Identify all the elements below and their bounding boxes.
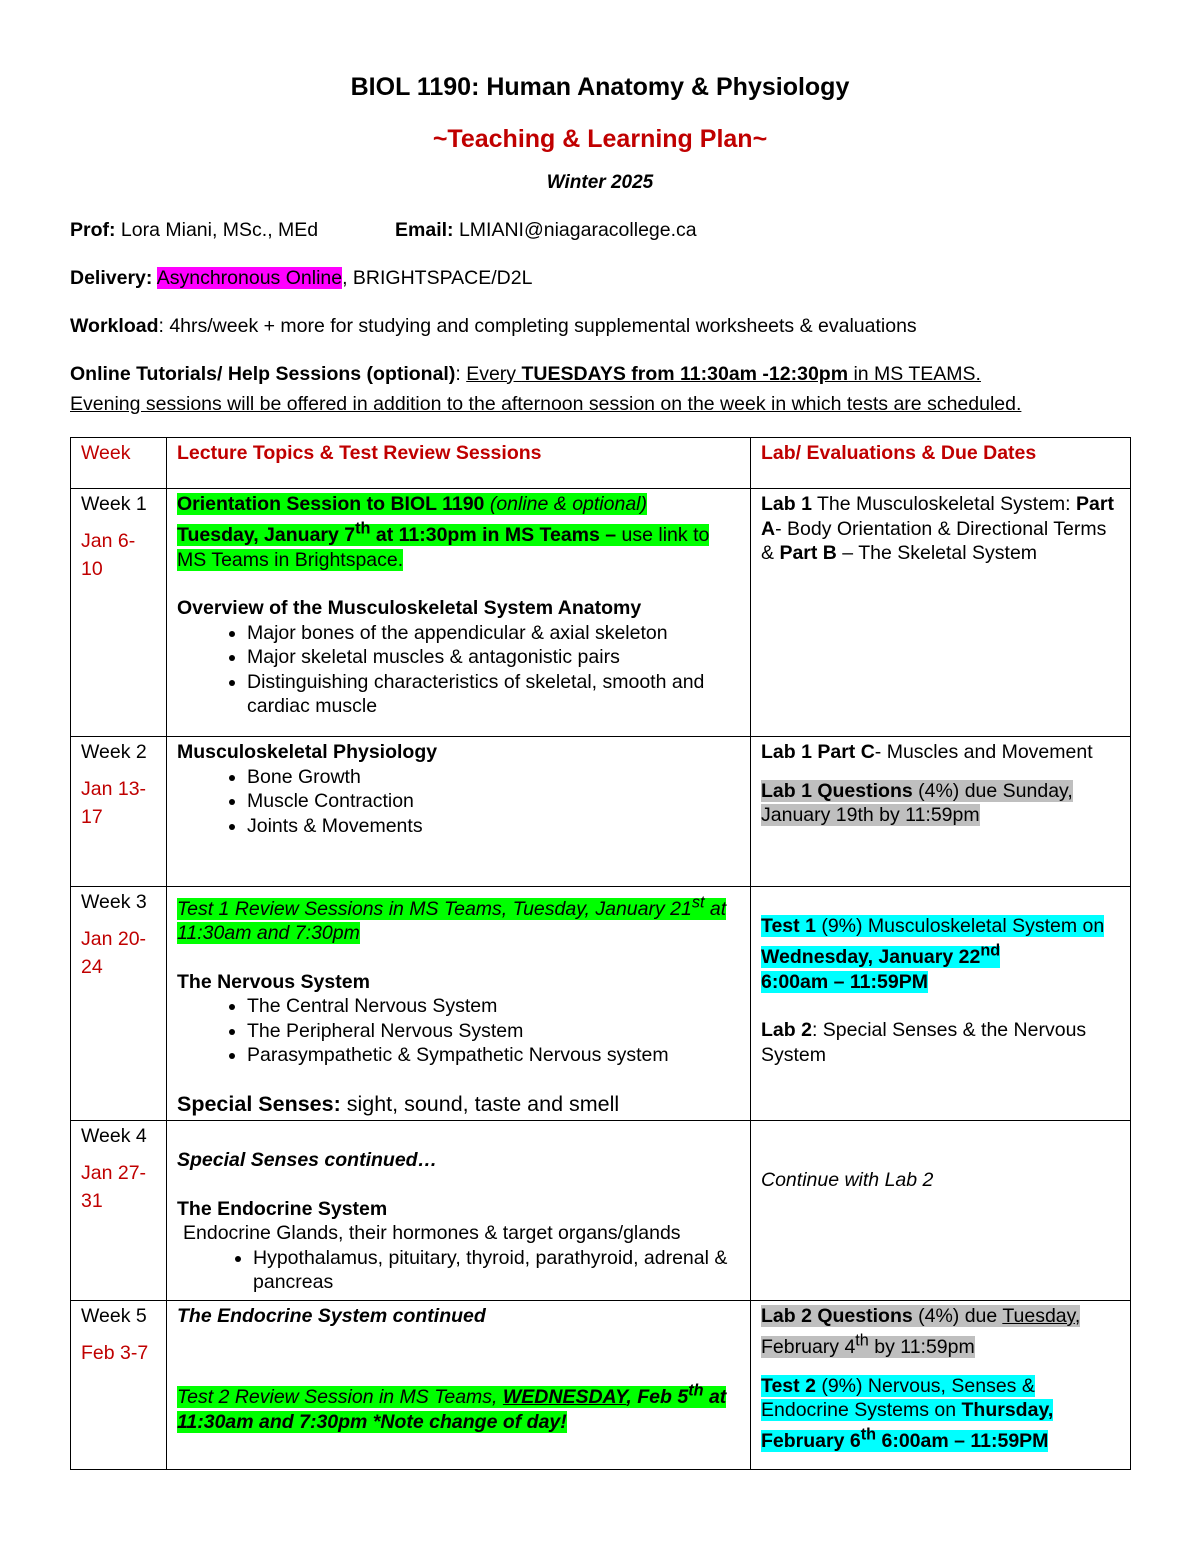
- review-text: Test 1 Review Sessions in MS Teams, Tuesday, January 21: [177, 897, 692, 920]
- email-label: Email:: [395, 219, 454, 241]
- list-item: • Distinguishing characteristics of skeletal, smooth and cardiac muscle: [247, 670, 742, 719]
- orientation-sup: th: [355, 519, 371, 538]
- lab-part-a-text: - Body Orientation & Directional Terms &: [761, 517, 1107, 564]
- lab-entry: [761, 1018, 1122, 1067]
- review-time: at 11:30am and 7:30pm: [177, 897, 727, 944]
- review-sup: st: [691, 893, 705, 911]
- test-text: (9%) Nervous, Senses & Endocrine Systems on: [761, 1374, 1035, 1421]
- orientation-link-note: use link to MS Teams in Brightspace.: [177, 524, 710, 571]
- lab-label: Lab 1: [761, 493, 812, 515]
- lab-questions-text: (4%) due: [912, 1305, 1003, 1327]
- list-item: • The Peripheral Nervous System: [247, 1019, 742, 1044]
- schedule-table: [70, 437, 1131, 1470]
- topic-list: [177, 621, 742, 719]
- lab-label: Lab 2: [761, 1019, 812, 1041]
- header-week: Week: [81, 442, 131, 464]
- list-item: • The Central Nervous System: [247, 994, 742, 1019]
- delivery-label: Delivery:: [70, 267, 153, 289]
- review-sup: th: [688, 1381, 704, 1400]
- lab-part-b-text: – The Skeletal System: [836, 542, 1038, 564]
- list-item: • Hypothalamus, pituitary, thyroid, parathyroid, adrenal & pancreas: [253, 1246, 742, 1295]
- topic-heading: Overview of the Musculoskeletal System Anatomy: [177, 597, 642, 619]
- orientation-time-b: at 11:30pm in MS Teams –: [370, 524, 622, 546]
- review-date: , Feb 5: [626, 1386, 689, 1408]
- list-item: • Joints & Movements: [247, 814, 742, 839]
- week-label: Week 2: [81, 741, 147, 763]
- test-label: Test 1: [761, 915, 816, 937]
- email-line: [395, 218, 697, 242]
- topic-list: [177, 994, 742, 1068]
- lab-label: Lab 1 Part C: [761, 741, 875, 763]
- prof-label: Prof:: [70, 219, 116, 241]
- workload-label: Workload: [70, 315, 159, 337]
- lab-questions-label: Lab 2 Questions: [761, 1305, 913, 1327]
- orientation-time: Tuesday, January 7: [177, 524, 356, 546]
- prof-line: [70, 218, 318, 242]
- lab-questions-time: by 11:59pm: [868, 1336, 975, 1358]
- week-dates: Feb 3-7: [81, 1341, 149, 1364]
- delivery-line: [70, 266, 532, 290]
- lab-questions-sup: th: [855, 1331, 869, 1350]
- orientation-note: (online & optional): [484, 493, 648, 515]
- lab-questions-label: Lab 1 Questions: [761, 779, 913, 802]
- topic-heading: The Endocrine System: [177, 1197, 388, 1220]
- week-label: Week 3: [81, 891, 147, 913]
- lab-questions-day: Tuesday,: [1002, 1305, 1081, 1327]
- page-subtitle: ~Teaching & Learning Plan~: [432, 125, 768, 153]
- continued-note: Special Senses continued…: [177, 1149, 438, 1171]
- page-title: BIOL 1190: Human Anatomy & Physiology: [350, 73, 850, 101]
- test-sup: th: [860, 1425, 877, 1444]
- topic-list: [177, 1246, 742, 1295]
- tutorials-where: in MS TEAMS.: [848, 363, 981, 385]
- lab-title: The Musculoskeletal System:: [811, 493, 1077, 515]
- table-row: [71, 737, 1131, 887]
- review-text: Test 2 Review Session in MS Teams,: [177, 1386, 503, 1408]
- lab-part-b: Part B: [779, 542, 837, 564]
- test-review-session: [177, 890, 742, 946]
- header-lecture: Lecture Topics & Test Review Sessions: [177, 442, 542, 464]
- week-dates: Jan 13- 17: [81, 777, 147, 828]
- tutorials-when: TUESDAYS from 11:30am -12:30pm: [521, 363, 849, 385]
- topic-list: [177, 765, 742, 839]
- table-row: [71, 489, 1131, 737]
- test-entry: [761, 1374, 1122, 1454]
- tutorials-every: Every: [466, 363, 522, 385]
- test-date: Thursday, February 6: [761, 1399, 1054, 1452]
- lab-part-a: Part A: [761, 493, 1114, 540]
- delivery-rest: , BRIGHTSPACE/D2L: [342, 267, 533, 289]
- document-header: [70, 70, 1130, 196]
- orientation-session: [177, 492, 742, 572]
- delivery-highlight: Asynchronous Online: [156, 267, 343, 289]
- special-senses-value: sight, sound, taste and smell: [340, 1091, 620, 1116]
- special-senses-line: [177, 1092, 742, 1117]
- lab-questions-due: [761, 779, 1122, 828]
- special-senses-label: Special Senses:: [177, 1091, 341, 1116]
- test-time: 6:00am – 11:59PM: [876, 1430, 1049, 1452]
- week-label: Week 5: [81, 1305, 147, 1327]
- week-label: Week 1: [81, 493, 147, 515]
- review-day: WEDNESDAY: [502, 1386, 627, 1408]
- prof-value: Lora Miani, MSc., MEd: [115, 219, 319, 241]
- tutorials-evening: Evening sessions will be offered in addition to the afternoon session on the week in which tests are scheduled.: [70, 393, 1022, 415]
- table-header-row: [71, 438, 1131, 489]
- workload-line: [70, 314, 917, 338]
- test-time: 6:00am – 11:59PM: [761, 970, 928, 993]
- email-value[interactable]: LMIANI@niagaracollege.ca: [453, 219, 697, 241]
- review-time: at 11:30am and 7:30pm *Note change of day!: [177, 1386, 727, 1433]
- lab-questions-text: (4%) due Sunday, January 19th by 11:59pm: [761, 779, 1073, 826]
- list-item: • Parasympathetic & Sympathetic Nervous system: [247, 1043, 742, 1068]
- week-dates: Jan 27- 31: [81, 1161, 147, 1212]
- list-item: • Muscle Contraction: [247, 789, 742, 814]
- lab-title: - Muscles and Movement: [874, 741, 1093, 763]
- table-row: [71, 887, 1131, 1121]
- table-row: [71, 1301, 1131, 1470]
- tutorials-colon: :: [455, 363, 467, 385]
- test-text: (9%) Musculoskeletal System on: [815, 915, 1105, 937]
- table-row: [71, 1121, 1131, 1301]
- topic-heading: Musculoskeletal Physiology: [177, 741, 438, 763]
- header-lab: Lab/ Evaluations & Due Dates: [761, 442, 1037, 464]
- topic-subheading: Endocrine Glands, their hormones & target organs/glands: [183, 1222, 681, 1244]
- term-label: Winter 2025: [546, 172, 654, 193]
- week-label: Week 4: [81, 1125, 147, 1147]
- list-item: • Bone Growth: [247, 765, 742, 790]
- test-label: Test 2: [761, 1374, 816, 1397]
- test-review-session: [177, 1379, 742, 1435]
- week-dates: Jan 6- 10: [81, 529, 136, 580]
- topic-heading: The Nervous System: [177, 970, 370, 993]
- lab-questions-due: [761, 1304, 1122, 1360]
- list-item: • Major bones of the appendicular & axial skeleton: [247, 621, 742, 646]
- orientation-title: Orientation Session to BIOL 1190: [177, 493, 485, 515]
- lab-entry: [761, 740, 1122, 765]
- tutorials-label: Online Tutorials/ Help Sessions (optional): [70, 363, 456, 385]
- week-dates: Jan 20- 24: [81, 927, 147, 978]
- lab-continue: Continue with Lab 2: [761, 1169, 934, 1191]
- lab-title: : Special Senses & the Nervous System: [761, 1019, 1087, 1066]
- workload-value: : 4hrs/week + more for studying and completing supplemental worksheets & evaluations: [158, 315, 917, 337]
- test-sup: nd: [980, 941, 1001, 960]
- test-entry: [761, 914, 1122, 994]
- test-date: Wednesday, January 22: [761, 946, 981, 968]
- tutorials-line: [70, 362, 981, 386]
- list-item: • Major skeletal muscles & antagonistic pairs: [247, 645, 742, 670]
- topic-heading: The Endocrine System continued: [177, 1305, 486, 1327]
- lab-questions-date: February 4: [761, 1336, 856, 1358]
